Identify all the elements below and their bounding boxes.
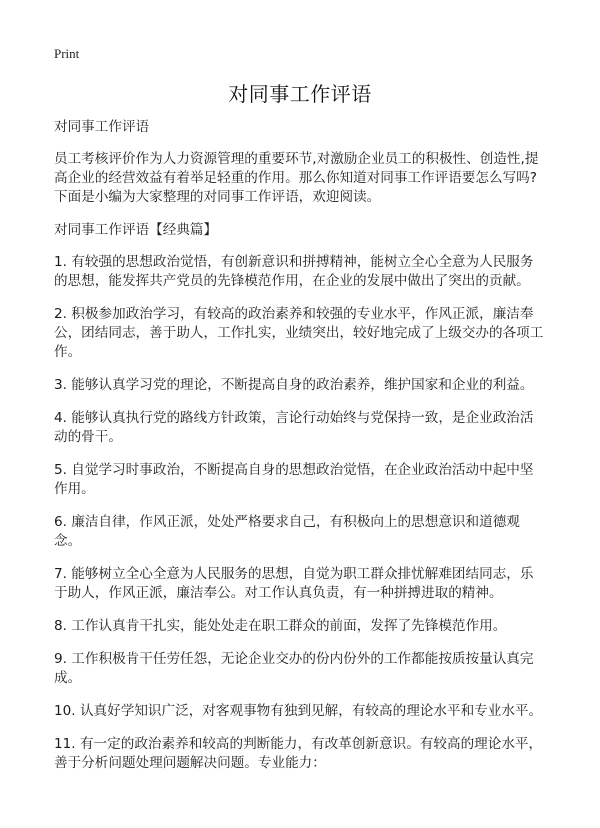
- list-item: 11. 有一定的政治素养和较高的判断能力，有改革创新意识。有较高的理论水平，善于分析问题处理问题解决问题。专业能力：: [54, 736, 543, 771]
- list-item: 3. 能够认真学习党的理论，不断提高自身的政治素养，维护国家和企业的利益。: [54, 377, 534, 393]
- list-item: 1. 有较强的思想政治觉悟，有创新意识和拼搏精神，能树立全心全意为人民服务的思想，能发挥共产党员的先锋模范作用，在企业的发展中做出了突出的贡献。: [54, 254, 534, 289]
- list-item: 6. 廉洁自律，作风正派，处处严格要求自己，有积极向上的思想意识和道德观念。: [54, 514, 520, 549]
- list-item: 8. 工作认真肯干扎实，能处处走在职工群众的前面，发挥了先锋模范作用。: [54, 618, 507, 634]
- list-item: 10. 认真好学知识广泛，对客观事物有独到见解，有较高的理论水平和专业水平。: [54, 703, 543, 719]
- document-body: [54, 118, 546, 787]
- section-heading: 对同事工作评语【经典篇】: [54, 222, 218, 238]
- list-item: 4. 能够认真执行党的路线方针政策，言论行动始终与党保持一致，是企业政治活动的骨干。: [54, 410, 534, 445]
- list-item: 5. 自觉学习时事政治，不断提高自身的思想政治觉悟，在企业政治活动中起中坚作用。: [54, 462, 534, 497]
- document-title: 对同事工作评语: [228, 82, 372, 106]
- list-item: 2. 积极参加政治学习，有较高的政治素养和较强的专业水平，作风正派，廉洁奉公，团结同志，善于助人，工作扎实，业绩突出，较好地完成了上级交办的各项工作。: [54, 306, 544, 360]
- print-link[interactable]: Print: [54, 46, 80, 61]
- intro-paragraph: 员工考核评价作为人力资源管理的重要环节,对激励企业员工的积极性、创造性,提高企业的经营效益有着举足轻重的作用。那么你知道对同事工作评语要怎么写吗?下面是小编为大家整理的对同事工作评语，欢迎阅读。: [54, 151, 539, 205]
- subtitle: 对同事工作评语: [54, 119, 150, 135]
- list-item: 7. 能够树立全心全意为人民服务的思想，自觉为职工群众排忧解难团结同志，乐于助人，作风正派，廉洁奉公。对工作认真负责，有一种拼搏进取的精神。: [54, 566, 534, 601]
- list-item: 9. 工作积极肯干任劳任怨，无论企业交办的份内份外的工作都能按质按量认真完成。: [54, 651, 534, 686]
